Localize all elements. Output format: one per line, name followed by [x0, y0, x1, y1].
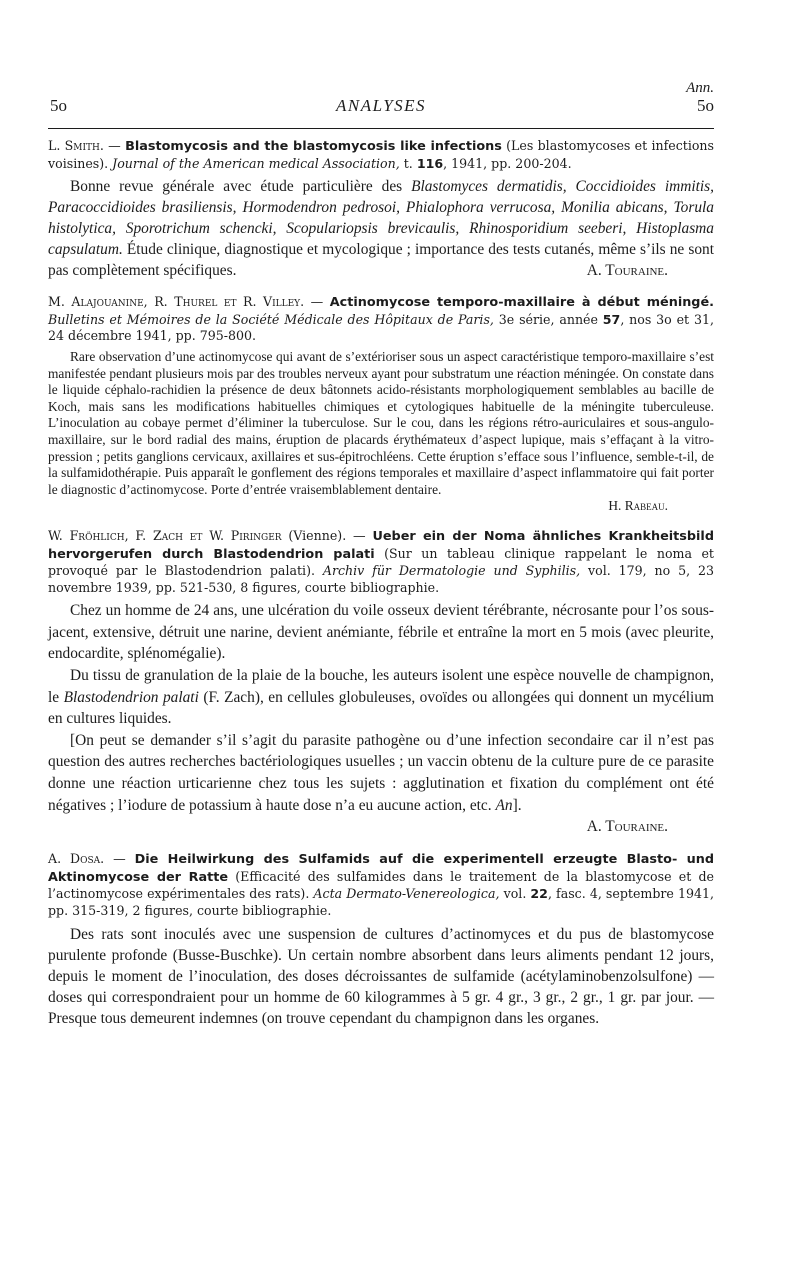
translated-title: (Les blastomycoses et infections voisines).	[48, 138, 715, 171]
reference	[48, 294, 714, 345]
abstract-entry	[48, 528, 714, 838]
author-location: (Vienne).	[281, 527, 347, 543]
abstract-paragraph: Des rats sont inoculés avec une suspension de cultures d’actinomyces et du pus de blastomycose purulente profonde (Busse-Buschke). Un certain nombre absorbent dans leurs aliments pendant 12 jours, depuis le moment de l’inoculation, des doses décroissantes de sulfamide (acétylaminobenzolsulfone) — doses qui correspondraient pour un homme de 60 kilogrammes à 5 gr. 4 gr., 3 gr., 2 gr., 1 gr. par jour. — Presque tous demeurent indemnes (on trouve cependant du champignon dans les organes.	[48, 925, 714, 1028]
abstract-paragraph: Chez un homme de 24 ans, une ulcération du voile osseux devient térébrante, nécrosante pour l’os sous-jacent, extensive, détruit une narine, devient anémiante, fébrile et entraîne la mort en 5 mois (avec pleurite, endocardite, splénomégalie).	[48, 602, 714, 663]
volume-number: 57	[602, 311, 621, 327]
paragraph-text: Du tissu de granulation de la plaie de la bouche, les auteurs isolent une espèce nouvelle de champignon, le	[48, 667, 714, 706]
citation-text: 3e série, année	[493, 311, 603, 327]
journal-name: Acta Dermato-Venereologica,	[313, 886, 500, 902]
article-title: Actinomycose temporo-maxillaire à début méningé.	[329, 295, 715, 311]
page-number-right: 5o	[697, 96, 714, 115]
abstract-paragraph: Rare observation d’une actinomycose qui avant de s’extérioriser sous un aspect caractéristique temporo-maxillaire s’est manifestée pendant plusieurs mois par des troubles nerveux ayant pour substratum une réaction méningée. On constate dans le liquide céphalo-rachidien la présence de deux bâtonnets acido-résistants morphologiquement semblables au bacille de Koch, mais sans les modifications habituelles chimiques et cytologiques habituelle de la méningite tuberculeuse. L’inoculation au cobaye permet d’éliminer la tuberculose. Sur le cou, dans les régions rétro-auriculaires et sous-angulo-maxillaire, sur le bord radial des mains, éruption de placards érythémateux d’aspect lupique, mais s’effaçant à la vitro-pression ; petits ganglions cervicaux, axillaires et sus-épitrochléens. Cette éruption s’efface sous l’influence, semble-t-il, de la sulfamidothérapie. Puis apparaît le gonflement des régions temporales et maxillaire d’aspect inflammatoire qui fait porter le diagnostic d’actinomycose. Porte d’entrée vraisemblablement dentaire.	[48, 348, 714, 497]
paragraph-text: (F. Zach), en cellules globuleuses, ovoïdes ou allongées qui donnent un mycélium en cultures liquides.	[48, 688, 714, 728]
article-title: Blastomycosis and the blastomycosis like infections	[125, 139, 502, 154]
citation-details: , fasc. 4, septembre 1941, pp. 315-319, 2 figures, courte bibliographie.	[48, 886, 715, 918]
reference	[48, 528, 714, 596]
citation-details: , 1941, pp. 200-204.	[443, 155, 572, 171]
abstract-entry	[48, 851, 714, 1029]
authors: A. Dosa.	[48, 851, 105, 867]
editor-note-paragraph	[48, 730, 714, 816]
authors: W. Fröhlich, F. Zach et W. Piringer	[48, 527, 282, 543]
editor-mark: An	[495, 796, 513, 814]
dash: —	[104, 851, 135, 867]
dash: —	[103, 138, 126, 153]
article-title: Ueber ein der Noma ähnliches Krankheitsbild hervorgerufen durch Blastodendrion palati	[48, 528, 714, 562]
journal-page	[48, 0, 714, 1274]
signature: H. Rabeau.	[608, 498, 668, 514]
reference	[48, 851, 714, 919]
citation-details: vol. 179, no 5, 23 novembre 1939, pp. 521-530, 8 figures, courte bibliographie.	[48, 563, 714, 595]
abstract-entry	[48, 294, 714, 515]
abstract-paragraph	[48, 176, 714, 281]
abstract-entry	[48, 138, 714, 281]
dash: —	[304, 294, 330, 310]
signature: A. Touraine.	[586, 262, 668, 280]
journal-name: Bulletins et Mémoires de la Société Médicale des Hôpitaux de Paris,	[48, 311, 494, 327]
authors: M. Alajouanine, R. Thurel et R. Villey.	[48, 294, 305, 310]
signature: A. Touraine.	[586, 818, 668, 836]
paragraph-text: [On peut se demander s’il s’agit du parasite pathogène ou d’une infection secondaire car il n’est pas question des autres recherches bactériologiques usuelles ; un vaccin obtenu de la culture pure de ce parasite donne une réaction urticarienne chez tous les sujets : agglutination et fixation du complément ont été négatives ; l’iodure de potassium à haute dose n’a eu aucune action, etc.	[48, 731, 714, 814]
translated-title: (Efficacité des sulfamides dans le traitement de la blastomycose et de l’actinomycose expérimentales des rats).	[48, 868, 714, 902]
species-name: Blastodendrion palati	[63, 688, 199, 706]
journal-name: Archiv für Dermatologie und Syphilis,	[322, 563, 581, 579]
page-content	[48, 138, 714, 1030]
citation-text: vol.	[499, 886, 531, 902]
corner-annotation: Ann.	[686, 80, 714, 96]
paragraph-text: ].	[512, 796, 522, 814]
reference	[48, 138, 714, 172]
authors: L. Smith.	[48, 138, 104, 153]
volume-number: 22	[530, 886, 548, 902]
translated-title: (Sur un tableau clinique rappelant le noma et provoqué par le Blastodendrion palati).	[48, 545, 714, 579]
dash: —	[346, 527, 373, 543]
page-number-left: 5o	[50, 96, 67, 115]
running-header	[48, 96, 714, 120]
abstract-paragraph	[48, 665, 714, 730]
paragraph-text: Bonne revue générale avec étude particulière des	[70, 178, 412, 196]
header-rule	[48, 128, 714, 129]
citation-text: t.	[399, 155, 417, 171]
paragraph-text: Étude clinique, diagnostique et mycologique ; importance des tests cutanés, même s’ils ne sont pas complètement spécifiques.	[48, 241, 714, 280]
species-list: Blastomyces dermatidis, Coccidioides immitis, Paracoccidioides brasiliensis, Hormodendron pedrosoi, Phialophora verrucosa, Monilia abicans, Torula histolytica, Sporotrichum schencki, Scopulariopsis brevicaulis, Rhinosporidium seeberi, Histoplasma capsulatum.	[48, 178, 714, 259]
article-title: Die Heilwirkung des Sulfamids auf die experimentell erzeugte Blasto- und Aktinomycose der Ratte	[48, 852, 715, 885]
running-title: ANALYSES	[335, 96, 427, 115]
volume-number: 116	[416, 155, 444, 171]
journal-name: Journal of the American medical Association,	[112, 155, 400, 171]
citation-details: , nos 3o et 31, 24 décembre 1941, pp. 795-800.	[48, 311, 714, 344]
